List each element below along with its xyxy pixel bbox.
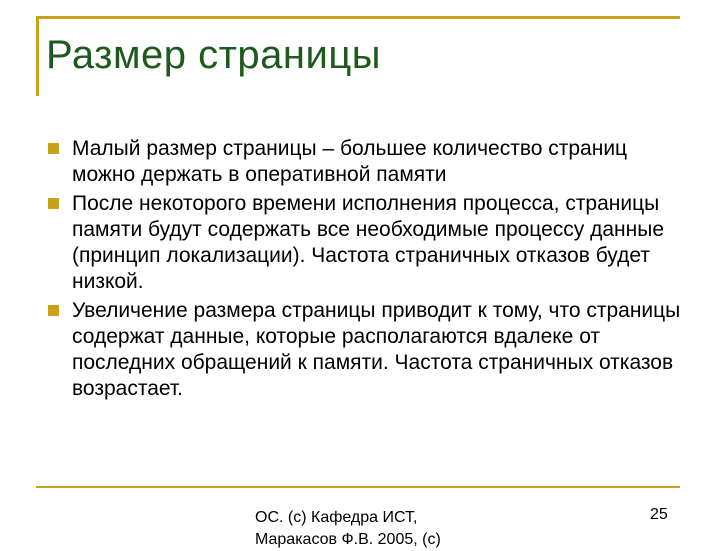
bullet-text: После некоторого времени исполнения процесса, страницы памяти будут содержать все необходимые процессу данные (принцип локализации). Частота страничных отказов будет низкой. bbox=[72, 192, 665, 293]
square-bullet-icon bbox=[48, 143, 59, 154]
slide-title: Размер страницы bbox=[46, 33, 381, 77]
bottom-rule bbox=[36, 486, 680, 488]
square-bullet-icon bbox=[48, 305, 59, 316]
bullet-list bbox=[46, 136, 686, 405]
bullet-text: Малый размер страницы – большее количество страниц можно держать в оперативной памяти bbox=[72, 137, 628, 186]
left-rule bbox=[36, 16, 39, 96]
bullet-text: Увеличение размера страницы приводит к тому, что страницы содержат данные, которые располагаются вдалеке от последних обращений к памяти. Частота страничных отказов возрастает. bbox=[72, 299, 681, 400]
top-rule bbox=[36, 16, 680, 19]
square-bullet-icon bbox=[48, 198, 59, 209]
footer-text: ОС. (c) Кафедра ИСТ, Маракасов Ф.В. 2005, (c) bbox=[255, 509, 441, 548]
bullet-item bbox=[46, 136, 686, 188]
bullet-item bbox=[46, 298, 686, 402]
bullet-item bbox=[46, 191, 686, 295]
page-number: 25 bbox=[650, 506, 668, 523]
